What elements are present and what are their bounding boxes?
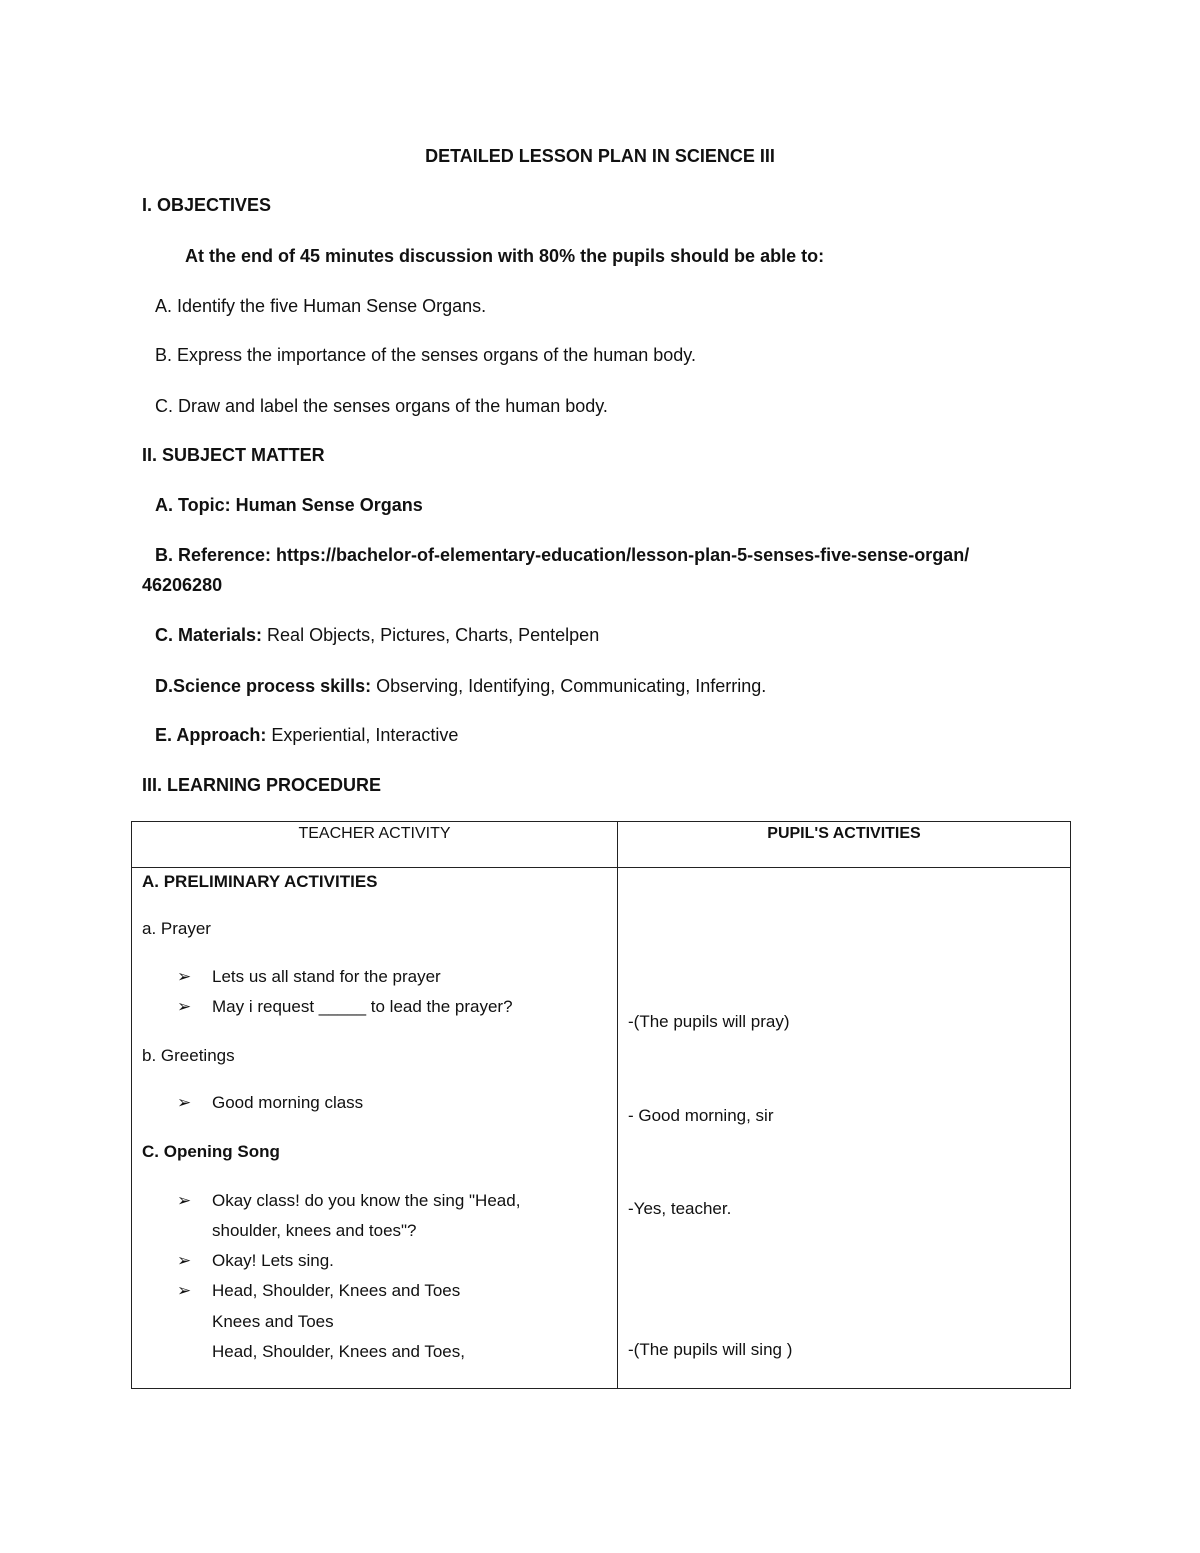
pupil-response-greeting: - Good morning, sir xyxy=(628,1106,774,1125)
greetings-item: Good morning class xyxy=(212,1093,364,1112)
learning-procedure-table xyxy=(131,821,1071,1389)
objectives-heading: I. OBJECTIVES xyxy=(142,195,272,215)
subject-matter-heading: II. SUBJECT MATTER xyxy=(142,445,325,465)
pupil-response-sing: -(The pupils will sing ) xyxy=(628,1340,793,1359)
skills-value: Observing, Identifying, Communicating, Inferring. xyxy=(371,676,767,696)
objective-item-a: A. Identify the five Human Sense Organs. xyxy=(155,296,487,316)
reference-line: B. Reference: https://bachelor-of-elementary-education/lesson-plan-5-senses-five-sense-organ/ xyxy=(155,545,970,565)
objective-item-b: B. Express the importance of the senses organs of the human body. xyxy=(155,345,696,365)
materials-line xyxy=(155,624,599,646)
pupil-activities-header: PUPIL'S ACTIVITIES xyxy=(618,822,1071,868)
pupil-response-pray: -(The pupils will pray) xyxy=(628,1012,790,1031)
materials-label: C. Materials: xyxy=(155,625,263,645)
teacher-activity-cell xyxy=(132,868,618,1389)
objectives-intro: At the end of 45 minutes discussion with 80% the pupils should be able to: xyxy=(185,246,825,266)
preliminary-activities-heading: A. PRELIMINARY ACTIVITIES xyxy=(142,872,378,891)
skills-label: D.Science process skills: xyxy=(155,676,372,696)
pupil-activities-cell xyxy=(618,868,1071,1389)
opening-song-heading: C. Opening Song xyxy=(142,1142,280,1161)
approach-line xyxy=(155,724,458,746)
prayer-item: May i request _____ to lead the prayer? xyxy=(212,997,513,1016)
learning-procedure-heading: III. LEARNING PROCEDURE xyxy=(142,775,382,795)
arrow-bullet-icon: ➢ xyxy=(177,967,192,986)
arrow-bullet-icon: ➢ xyxy=(177,1191,192,1210)
song-lyrics-line: Head, Shoulder, Knees and Toes xyxy=(212,1281,461,1300)
prayer-heading: a. Prayer xyxy=(142,919,211,938)
document-title: DETAILED LESSON PLAN IN SCIENCE III xyxy=(425,146,775,166)
approach-label: E. Approach: xyxy=(155,725,267,745)
skills-line xyxy=(155,675,766,697)
greetings-heading: b. Greetings xyxy=(142,1046,235,1065)
song-lyrics-line: Head, Shoulder, Knees and Toes, xyxy=(212,1342,465,1361)
arrow-bullet-icon: ➢ xyxy=(177,1093,192,1112)
objective-item-c: C. Draw and label the senses organs of the human body. xyxy=(155,396,608,416)
song-item: Okay class! do you know the sing "Head, xyxy=(212,1191,521,1210)
topic-line: A. Topic: Human Sense Organs xyxy=(155,495,423,515)
approach-value: Experiential, Interactive xyxy=(266,725,459,745)
prayer-item: Lets us all stand for the prayer xyxy=(212,967,441,986)
song-item: Okay! Lets sing. xyxy=(212,1251,334,1270)
arrow-bullet-icon: ➢ xyxy=(177,1251,192,1270)
song-item-continued: shoulder, knees and toes"? xyxy=(212,1221,417,1240)
arrow-bullet-icon: ➢ xyxy=(177,997,192,1016)
materials-value: Real Objects, Pictures, Charts, Pentelpen xyxy=(262,625,600,645)
teacher-activity-header: TEACHER ACTIVITY xyxy=(132,822,618,868)
reference-line-continued: 46206280 xyxy=(142,575,223,595)
song-lyrics-line: Knees and Toes xyxy=(212,1312,334,1331)
arrow-bullet-icon: ➢ xyxy=(177,1281,192,1300)
pupil-response-yes: -Yes, teacher. xyxy=(628,1199,732,1218)
